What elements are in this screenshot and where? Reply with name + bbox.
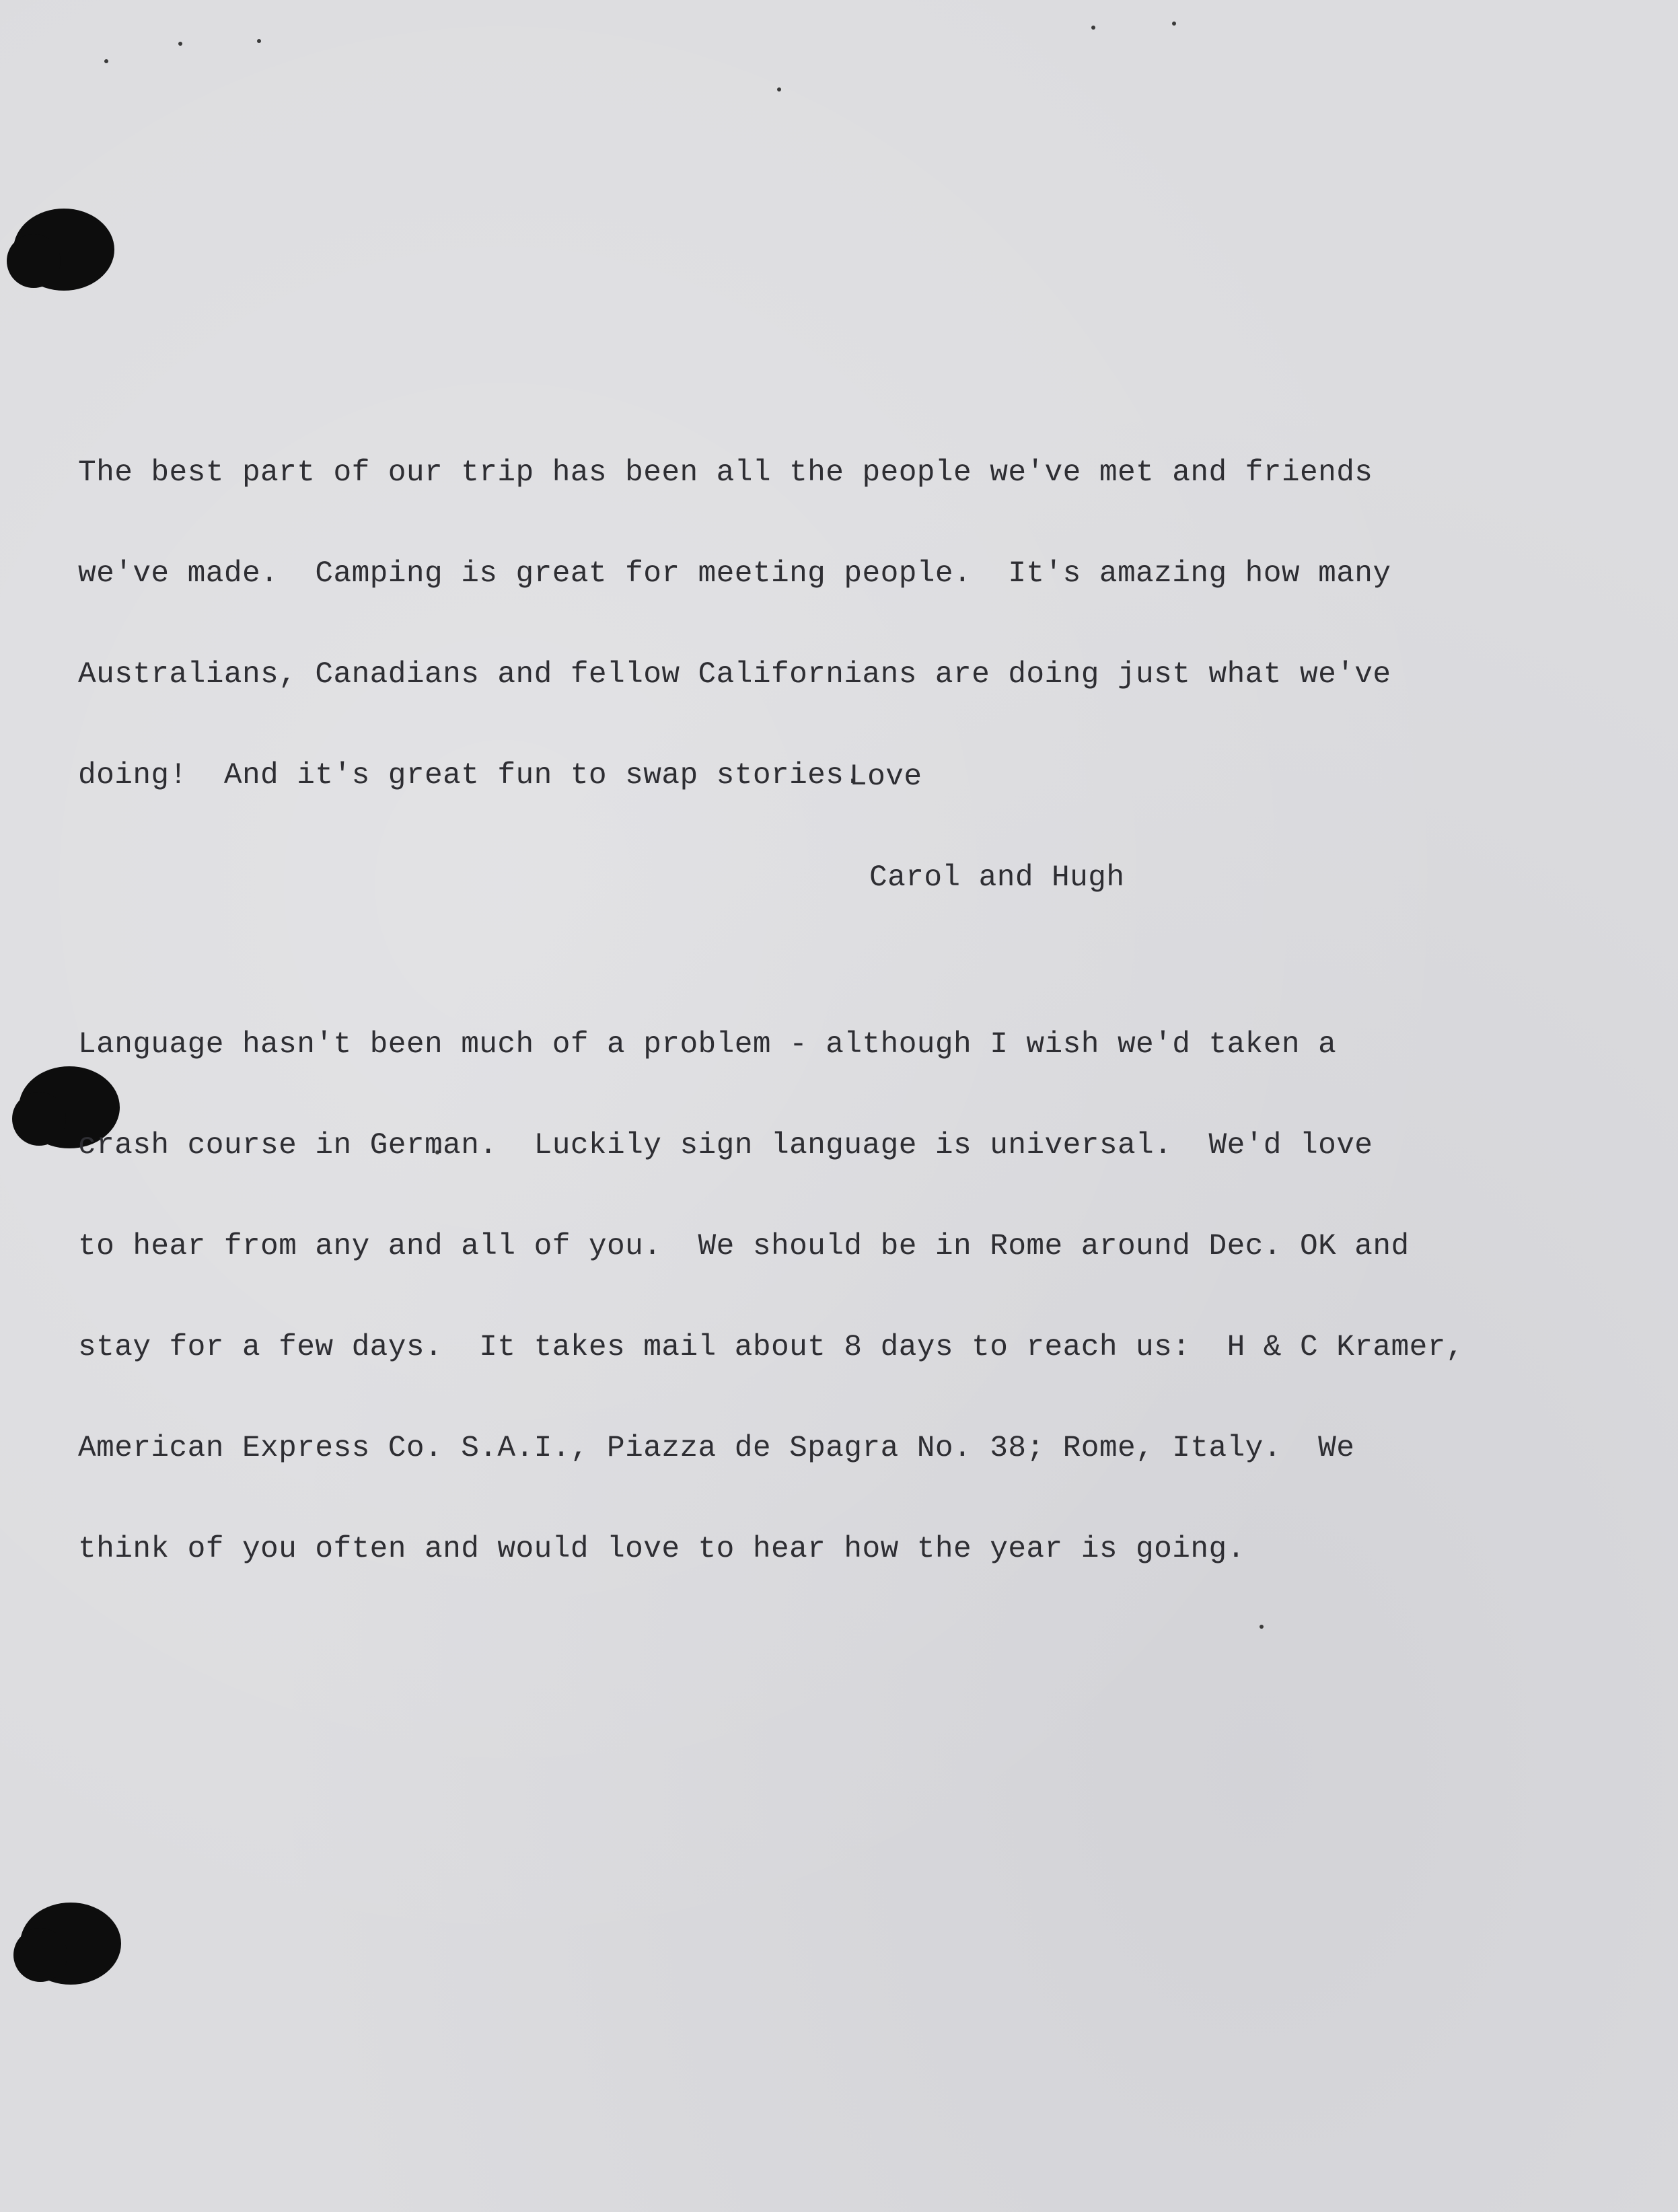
paper-speck [1172, 22, 1176, 26]
text-line: The best part of our trip has been all the people we've met and friends [78, 456, 1373, 490]
letter-body [78, 322, 1673, 1701]
text-line: to hear from any and all of you. We should be in Rome around Dec. OK and [78, 1230, 1410, 1263]
paper-speck [257, 39, 261, 43]
paragraph-2 [78, 961, 1673, 1633]
paper-speck [178, 42, 182, 46]
punch-hole-top [13, 209, 114, 291]
text-line: Australians, Canadians and fellow Californians are doing just what we've [78, 658, 1391, 692]
letter-closing [849, 693, 1124, 962]
text-line: doing! And it's great fun to swap stories. [78, 759, 863, 792]
paper-speck [777, 87, 781, 91]
text-line: crash course in German. Luckily sign language is universal. We'd love [78, 1129, 1373, 1163]
text-line: stay for a few days. It takes mail about 8 days to reach us: H & C Kramer, [78, 1331, 1464, 1364]
signature-names: Carol and Hugh [869, 861, 1125, 895]
text-line: we've made. Camping is great for meeting people. It's amazing how many [78, 557, 1391, 591]
text-line: Language hasn't been much of a problem - although I wish we'd taken a [78, 1028, 1337, 1062]
closing-word: Love [849, 760, 922, 794]
text-line: American Express Co. S.A.I., Piazza de Spagra No. 38; Rome, Italy. We [78, 1432, 1355, 1465]
paper-speck [1091, 26, 1095, 30]
paper-speck [104, 59, 108, 63]
text-line: think of you often and would love to hear how the year is going. [78, 1533, 1245, 1566]
punch-hole-bottom [20, 1903, 121, 1985]
